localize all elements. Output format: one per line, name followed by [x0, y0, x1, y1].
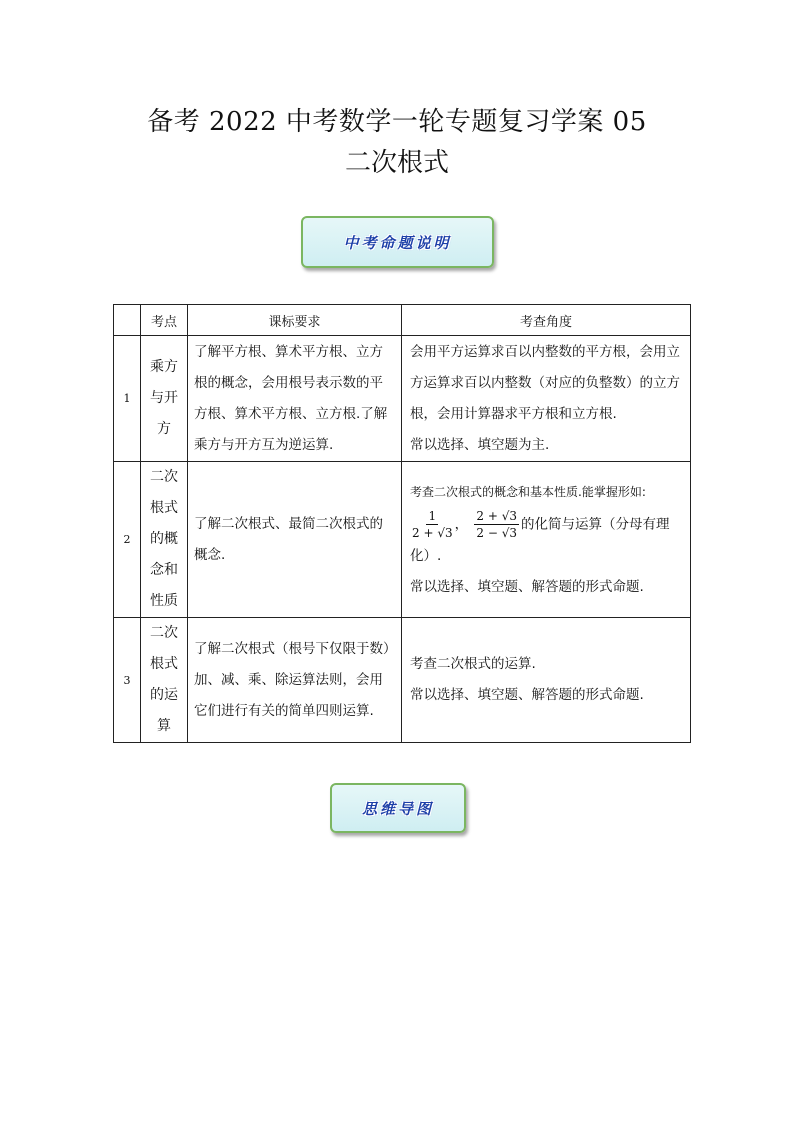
mindmap-label: 思维导图 [361, 799, 434, 818]
row-angle-line2: 常以选择、填空题、解答题的形式命题. [410, 578, 644, 595]
fraction-1 [412, 508, 453, 541]
row-angle-line2: 常以选择、填空题、解答题的形式命题. [410, 687, 644, 703]
header-angle: 考查角度 [402, 305, 691, 336]
row-angle-line1: 会用平方运算求百以内整数的平方根，会用立方运算求百以内整数（对应的负整数）的立方根，会用计算器求平方根和立方根. [410, 343, 680, 422]
row-requirement: 了解平方根、算术平方根、立方根的概念，会用根号表示数的平方根、算术平方根、立方根.了解乘方与开方互为逆运算. [194, 343, 388, 453]
row-requirement: 了解二次根式、最简二次根式的概念. [194, 515, 383, 563]
row-point: 二次根式的运算 [150, 625, 178, 734]
row-number: 1 [114, 336, 141, 462]
row-point: 二次根式的概念和性质 [150, 469, 178, 609]
fraction-2-denominator: 2 − √3 [476, 525, 518, 540]
fraction-separator: ， [454, 516, 469, 532]
row-number: 2 [114, 462, 141, 618]
row-requirement: 了解二次根式（根号下仅限于数）加、减、乘、除运算法则，会用它们进行有关的简单四则运算. [194, 640, 390, 719]
page-subtitle: 二次根式 [344, 148, 449, 178]
row-angle [402, 477, 690, 603]
row-point: 乘方与开方 [150, 359, 178, 437]
table-row [114, 336, 691, 462]
table-row [114, 618, 691, 743]
row-angle [402, 649, 690, 711]
header-requirement: 课标要求 [188, 305, 402, 336]
table-header-row [114, 305, 691, 336]
exam-description-badge [301, 216, 494, 268]
exam-points-table [113, 304, 691, 743]
header-index [114, 305, 141, 336]
row-angle-intro: 考查二次根式的概念和基本性质.能掌握形如: [410, 484, 646, 499]
fraction-2-numerator: 2 + √3 [476, 508, 518, 523]
fraction-1-numerator: 1 [428, 508, 437, 523]
row-angle-tail: 的化简与运算（分母有理化）. [410, 516, 670, 564]
exam-description-label: 中考命题说明 [343, 233, 452, 252]
row-angle-formula [410, 508, 684, 572]
fraction-1-denominator: 2 + √3 [412, 525, 453, 540]
table-row [114, 462, 691, 618]
header-point: 考点 [141, 305, 188, 336]
mindmap-badge [330, 783, 466, 833]
page-title: 备考 2022 中考数学一轮专题复习学案 05 [147, 107, 647, 137]
row-angle-line1: 考查二次根式的运算. [410, 656, 536, 672]
row-number: 3 [114, 618, 141, 743]
fraction-2 [474, 508, 519, 541]
row-angle-line2: 常以选择、填空题为主. [410, 436, 550, 453]
row-angle [402, 337, 690, 461]
